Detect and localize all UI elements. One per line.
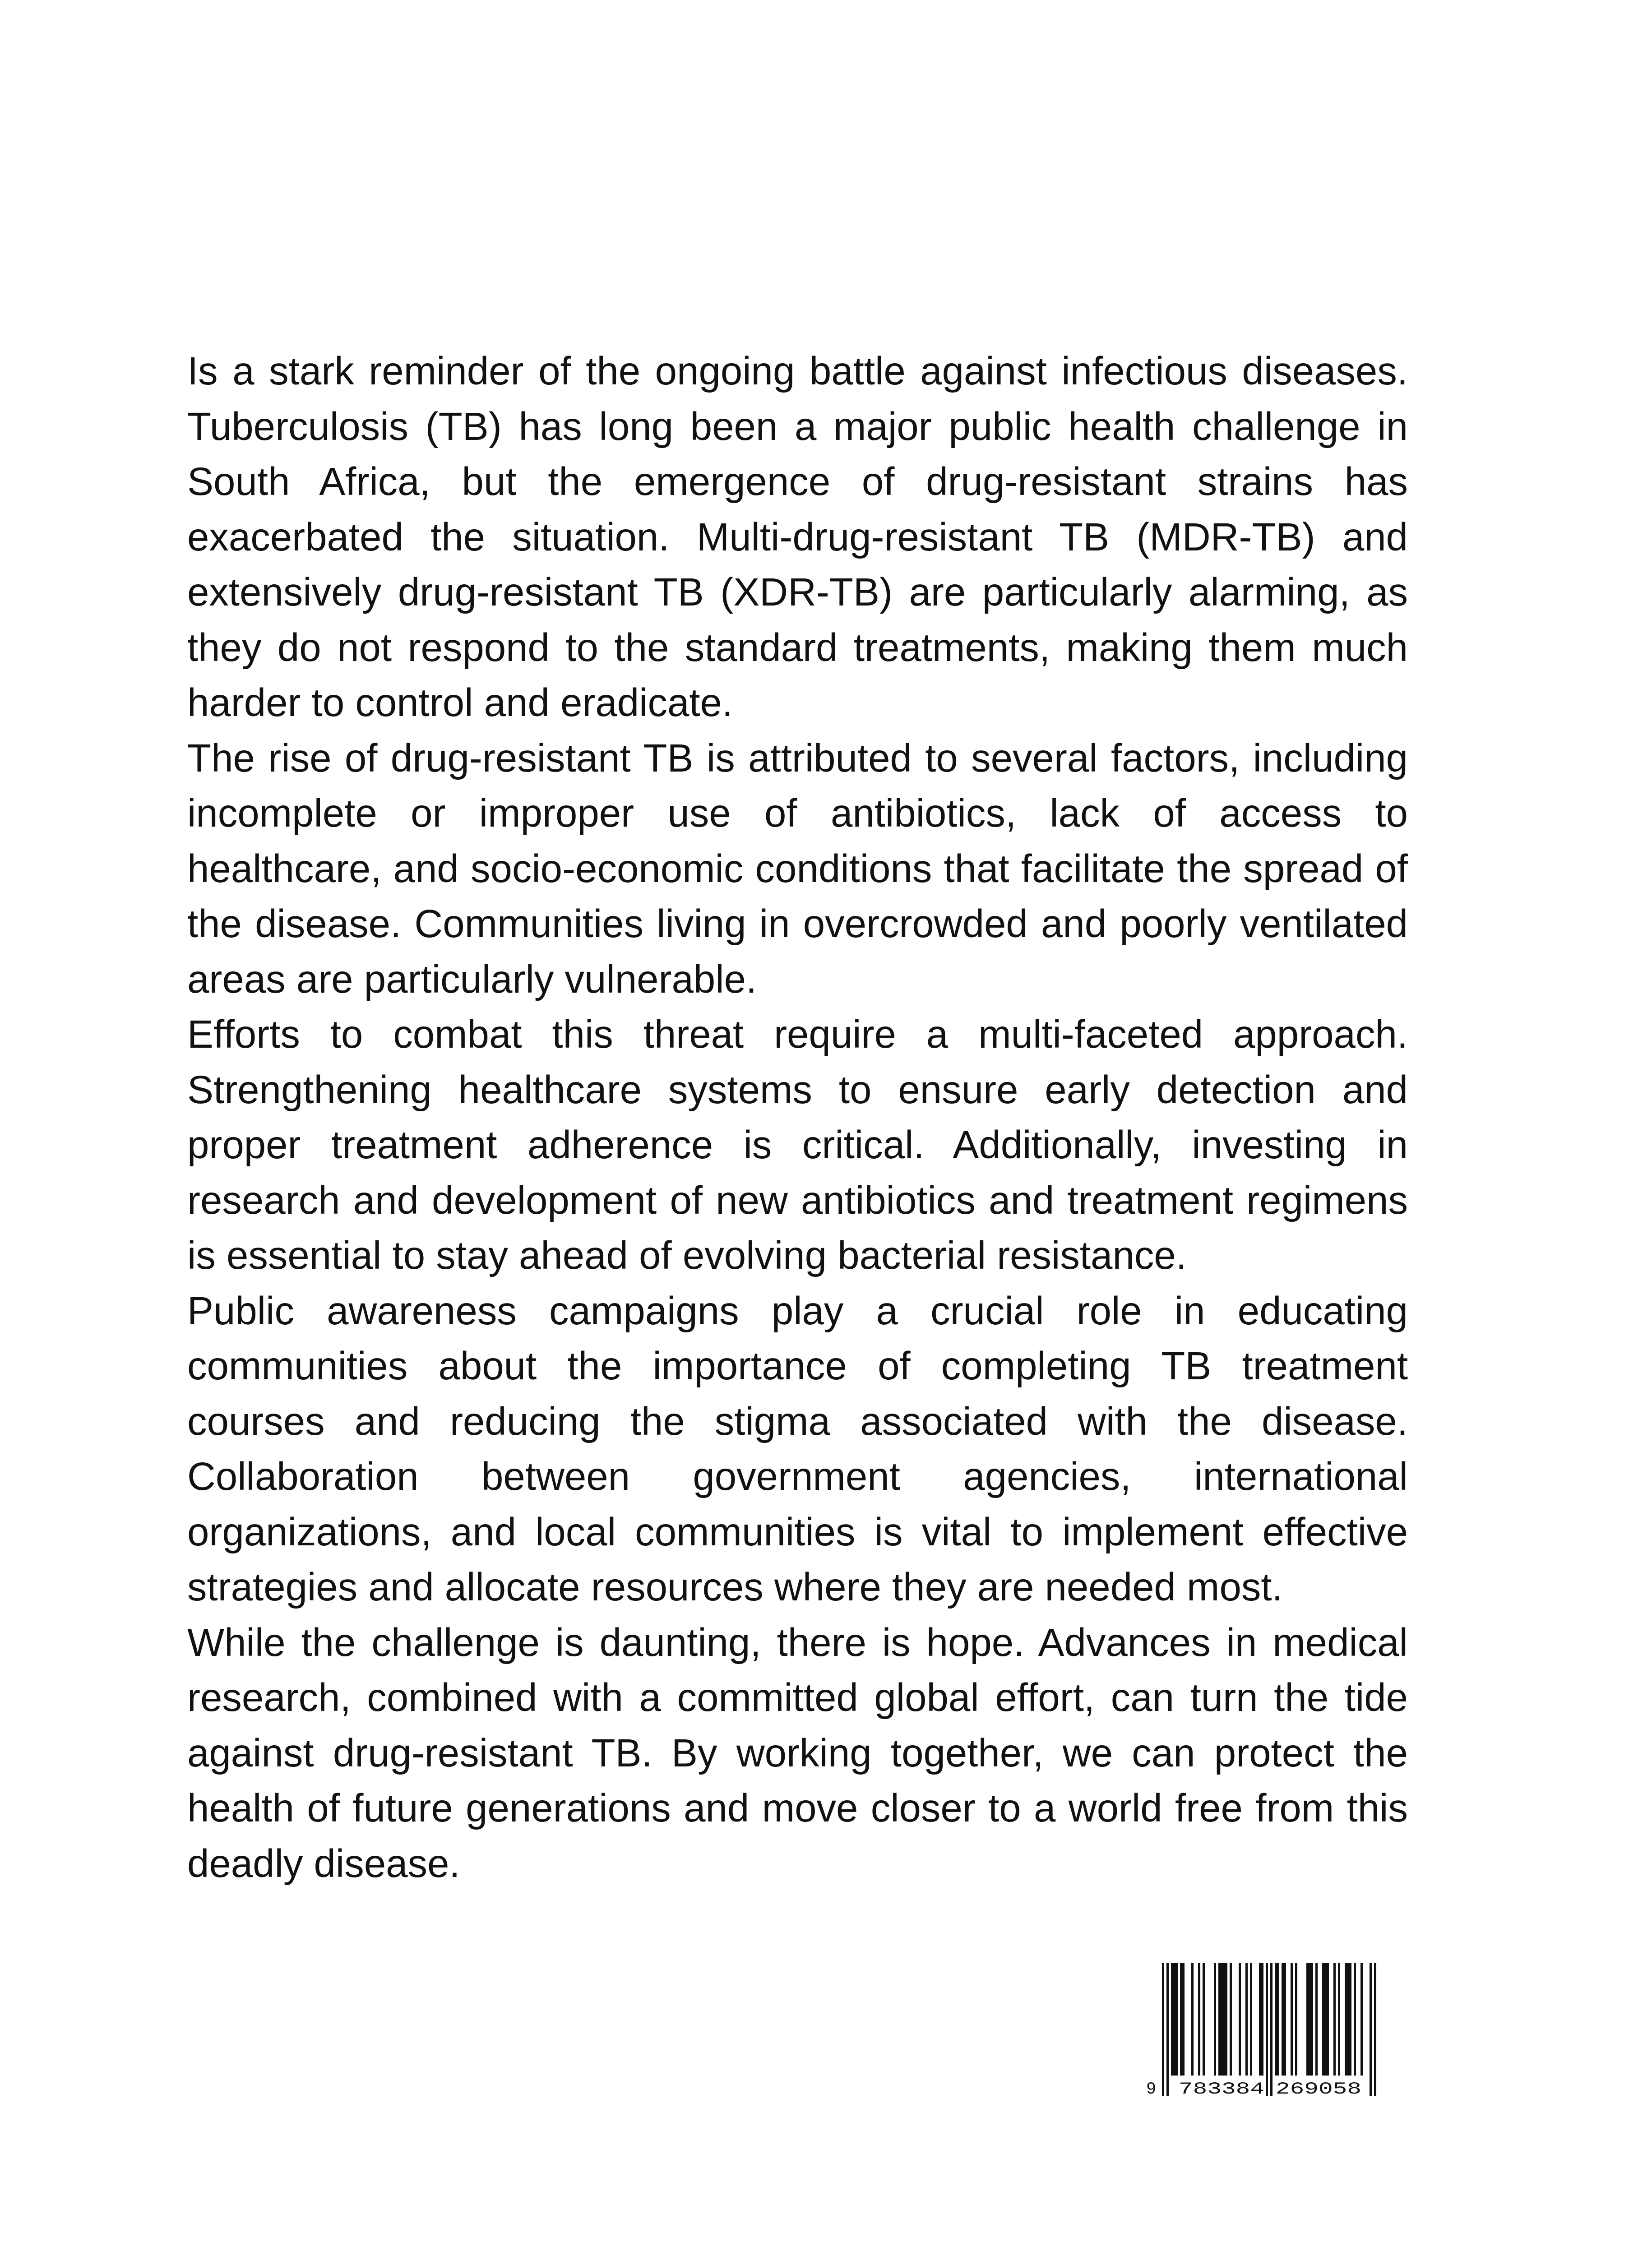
barcode-bar	[1277, 1963, 1279, 2076]
barcode-guard-bar	[1270, 1963, 1273, 2096]
barcode-bar	[1291, 1963, 1293, 2076]
blurb-paragraph-4: Public awareness campaigns play a crucial role in educating communities about the importance of completing TB treatment courses and reducing the stigma associated with the disease. Collaboration between government agencies, international organizations, and local communities is vital to implement effective strategies and allocate resources where they are needed most.	[187, 1289, 1408, 1609]
barcode-bar	[1306, 1963, 1309, 2076]
blurb-paragraph-5: While the challenge is daunting, there is hope. Advances in medical research, combined with a committed global effort, can turn the tide against drug-resistant TB. By working together, we can protect the health of future generations and move closer to a world free from this deadly disease.	[187, 1620, 1408, 1886]
barcode-bar	[1349, 1963, 1351, 2076]
barcode-bar	[1214, 1963, 1216, 2076]
barcode-guard-bar	[1370, 1963, 1372, 2096]
barcode-bar	[1223, 1963, 1225, 2076]
barcode-bar	[1284, 1963, 1286, 2076]
barcode-bar	[1295, 1963, 1297, 2076]
barcode-bar	[1282, 1963, 1284, 2076]
barcode-bar	[1191, 1963, 1194, 2076]
barcode-bar	[1322, 1963, 1324, 2076]
barcode-bar	[1173, 1963, 1175, 2076]
blurb-text	[187, 344, 1408, 1891]
barcode-bar	[1221, 1963, 1223, 2076]
barcode-bar	[1345, 1963, 1347, 2076]
barcode-bar	[1333, 1963, 1336, 2076]
barcode-bar	[1175, 1963, 1178, 2076]
barcode-guard-bar	[1166, 1963, 1169, 2096]
barcode-bar	[1324, 1963, 1327, 2076]
barcode-first-digit: 9	[1146, 2080, 1157, 2098]
barcode-right-digits: 269058	[1276, 2080, 1361, 2098]
barcode-bar	[1309, 1963, 1311, 2076]
isbn-barcode	[1146, 1963, 1390, 2098]
barcode-bar	[1230, 1963, 1232, 2076]
barcode-bar	[1347, 1963, 1349, 2076]
barcode-guard-bar	[1266, 1963, 1268, 2096]
barcode-guard-bar	[1162, 1963, 1164, 2096]
barcode-bar	[1203, 1963, 1205, 2076]
barcode-bar	[1218, 1963, 1221, 2076]
barcode-bar	[1311, 1963, 1313, 2076]
barcode-bar	[1360, 1963, 1363, 2076]
blurb-paragraph-2: The rise of drug-resistant TB is attributed to several factors, including incomplete or improper use of antibiotics, lack of access to healthcare, and socio-economic conditions that facilitate the spread of the disease. Communities living in overcrowded and poorly ventilated areas are particularly vulnerable.	[187, 736, 1408, 1001]
barcode-bar	[1250, 1963, 1252, 2076]
barcode-guard-bar	[1374, 1963, 1376, 2096]
barcode-left-digits: 783384	[1179, 2080, 1264, 2098]
barcode-bar	[1338, 1963, 1340, 2076]
barcode-bar	[1182, 1963, 1185, 2076]
blurb-paragraph-3: Efforts to combat this threat require a multi-faceted approach. Strengthening healthcare systems to ensure early detection and proper treatment adherence is critical. Additionally, investing in research and development of new antibiotics and treatment regimens is essential to stay ahead of evolving bacterial resistance.	[187, 1012, 1408, 1277]
barcode-bar	[1225, 1963, 1227, 2076]
barcode-bar	[1315, 1963, 1318, 2076]
barcode-bar	[1198, 1963, 1200, 2076]
barcode-bar	[1354, 1963, 1356, 2076]
barcode-bar	[1239, 1963, 1241, 2076]
barcode-bar	[1180, 1963, 1182, 2076]
barcode-bar	[1259, 1963, 1261, 2076]
barcode-bar	[1245, 1963, 1248, 2076]
barcode-bar	[1327, 1963, 1329, 2076]
blurb-paragraph-1: Is a stark reminder of the ongoing battle against infectious diseases. Tuberculosis (TB) has long been a major public health challenge in South Africa, but the emergence of drug-resistant strains has exacerbated the situation. Multi-drug-resistant TB (MDR-TB) and extensively drug-resistant TB (XDR-TB) are particularly alarming, as they do not respond to the standard treatments, making them much harder to control and eradicate.	[187, 349, 1408, 725]
barcode-bar	[1275, 1963, 1277, 2076]
barcode-graphic	[1146, 1963, 1390, 2098]
barcode-bar	[1171, 1963, 1173, 2076]
barcode-bar	[1261, 1963, 1263, 2076]
barcode-bars	[1162, 1963, 1376, 2096]
